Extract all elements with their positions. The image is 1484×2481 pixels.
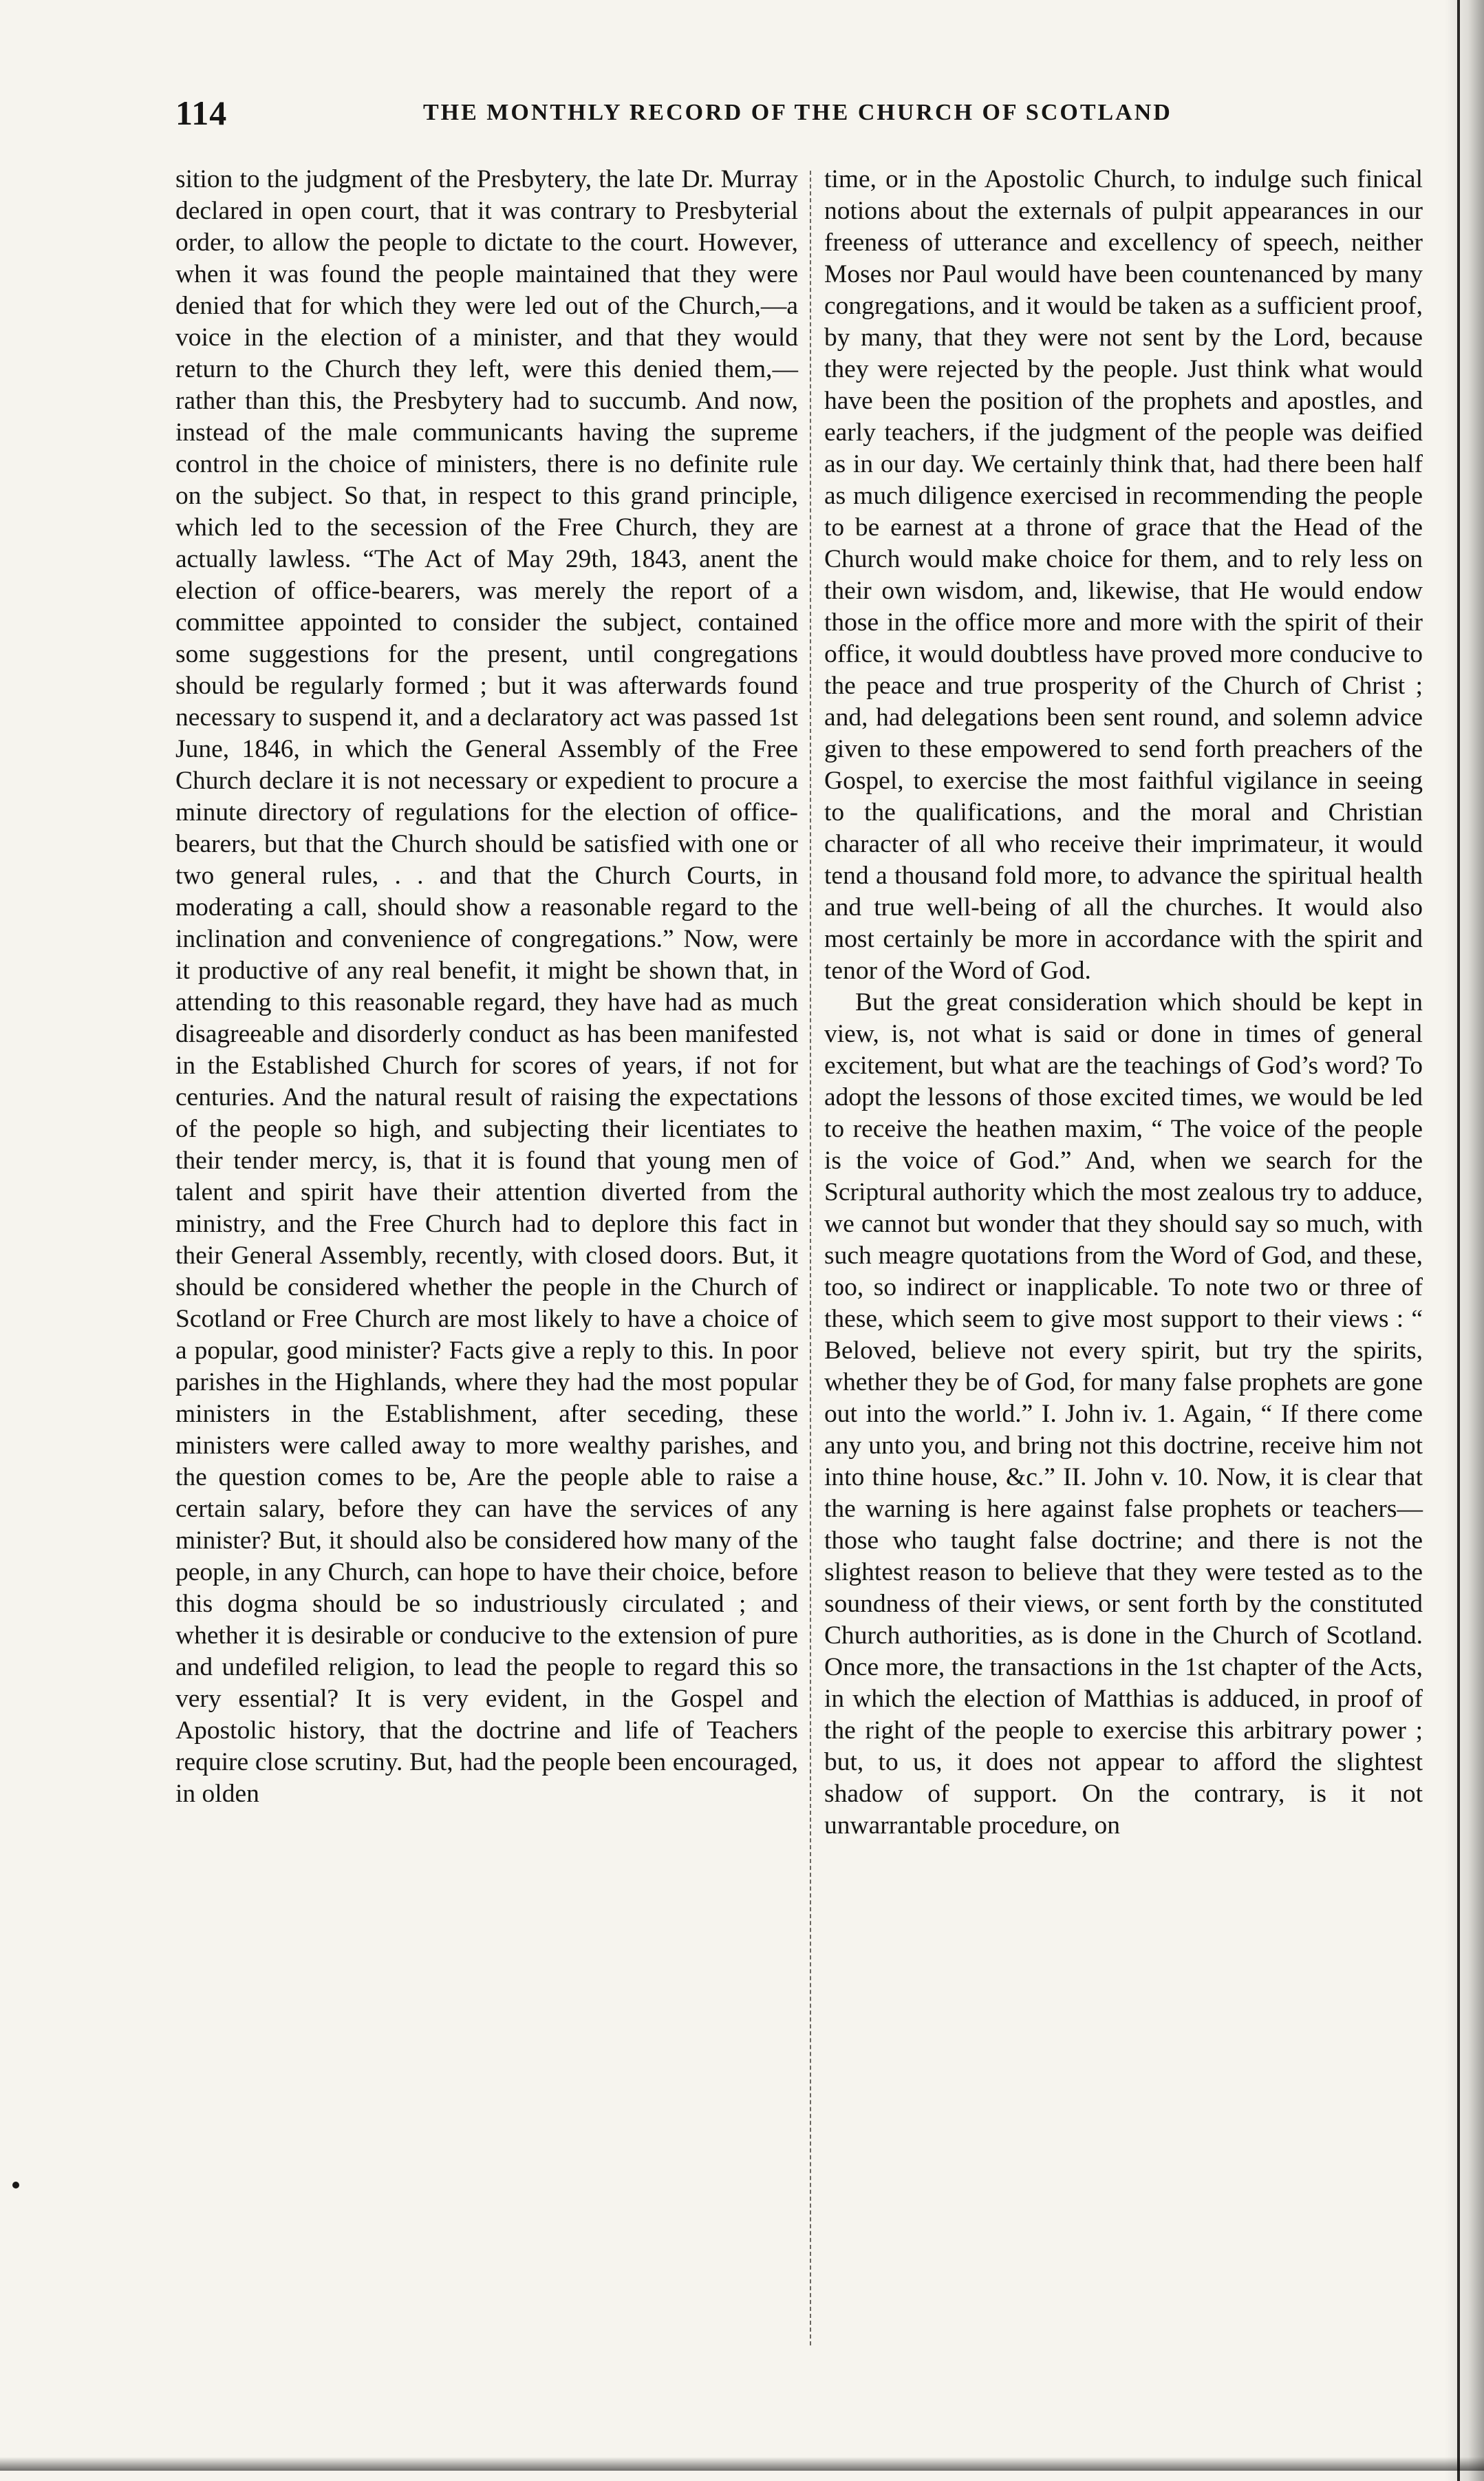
right-paragraph-2: But the great consideration which should be kept in view, is, not what is said or done in times of general excitement, but what are the teachings of God’s word? To adopt the lessons of those excited times, we would be led to receive the heathen maxim, “ The voice of the people is the voice of God.” And, when we search for the Scriptural authority which the most zealous try to adduce, we cannot but wonder that they should say so much, with such meagre quotations from the Word of God, and these, too, so indirect or inapplicable. To note two or three of these, which seem to give most support to their views : “ Beloved, believe not every spirit, but try the spirits, whether they be of God, for many false prophets are gone out into the world.” I. John iv. 1. Again, “ If there come any unto you, and bring not this doctrine, receive him not into thine house, &c.” II. John v. 10. Now, it is clear that the warning is here against false prophets or teachers—those who taught false doctrine; and there is not the slightest reason to believe that they were tested as to the soundness of their views, or sent forth by the constituted Church authorities, as is done in the Church of Scotland. Once more, the transactions in the 1st chapter of the Acts, in which the election of Matthias is adduced, in proof of the right of the people to exercise this arbitrary power ; but, to us, it does not appear to afford the slightest shadow of support. On the contrary, is it not unwarrantable procedure, on — [824, 988, 1423, 1840]
margin-ink-mark — [12, 2182, 19, 2189]
page-number: 114 — [175, 94, 228, 132]
column-divider — [810, 171, 811, 2345]
page-header — [175, 93, 1414, 134]
page-edge-shadow — [1445, 0, 1484, 2481]
scan-bottom-edge — [0, 2457, 1484, 2471]
left-column — [175, 164, 798, 2352]
running-title: THE MONTHLY RECORD OF THE CHURCH OF SCOTLAND — [423, 100, 1172, 125]
left-paragraph-1: sition to the judgment of the Presbytery, the late Dr. Murray declared in open court, that it was contrary to Presbyterial order, to allow the people to dictate to the court. However, when it was found the people maintained that they were denied that for which they were led out of the Church,—a voice in the election of a minister, and that they would return to the Church they left, were this denied them,—rather than this, the Presbytery had to succumb. And now, instead of the male communicants having the supreme control in the choice of ministers, there is no definite rule on the subject. So that, in respect to this grand principle, which led to the secession of the Free Church, they are actually lawless. “The Act of May 29th, 1843, anent the election of office-bearers, was merely the report of a committee appointed to consider the subject, contained some suggestions for the present, until congregations should be regularly formed ; but it was afterwards found necessary to suspend it, and a declaratory act was passed 1st June, 1846, in which the General Assembly of the Free Church declare it is not necessary or expedient to procure a minute directory of regulations for the election of office-bearers, but that the Church should be satisfied with one or two general rules, . . and that the Church Courts, in moderating a call, should show a reasonable regard to the inclination and convenience of congregations.” Now, were it productive of any real benefit, it might be shown that, in attending to this reasonable regard, they have had as much disagreeable and disorderly conduct as has been manifested in the Established Church for scores of years, if not for centuries. And the natural result of raising the expectations of the people so high, and subjecting their licentiates to their tender mercy, is, that it is found that young men of talent and spirit have their attention diverted from the ministry, and the Free Church had to deplore this fact in their General Assembly, recently, with closed doors. But, it should be considered whether the people in the Church of Scotland or Free Church are most likely to have a choice of a popular, good minister? Facts give a reply to this. In poor parishes in the Highlands, where they had the most popular ministers in the Establishment, after seceding, these ministers were called away to more wealthy parishes, and the question comes to be, Are the people able to raise a certain salary, before they can have the services of any minister? But, it should also be considered how many of the people, in any Church, can hope to have their choice, before this dogma should be so industriously circulated ; and whether it is desirable or conducive to the extension of pure and undefiled religion, to lead the people to regard this so very essential? It is very evident, in the Gospel and Apostolic history, that the doctrine and life of Teachers require close scrutiny. But, had the people been encouraged, in olden — [175, 165, 798, 1808]
page-edge-line — [1457, 0, 1460, 2481]
right-column — [824, 164, 1423, 2352]
right-paragraph-1: time, or in the Apostolic Church, to indulge such finical notions about the externals of pulpit appearances in our freeness of utterance and excellency of speech, neither Moses nor Paul would have been countenanced by many congregations, and it would be taken as a sufficient proof, by many, that they were not sent by the Lord, because they were rejected by the people. Just think what would have been the position of the prophets and apostles, and early teachers, if the judgment of the people was deified as in our day. We certainly think that, had there been half as much diligence exercised in recommending the people to be earnest at a throne of grace that the Head of the Church would make choice for them, and to rely less on their own wisdom, and, likewise, that He would endow those in the office more and more with the spirit of their office, it would doubtless have proved more conducive to the peace and true prosperity of the Church of Christ ; and, had delegations been sent round, and solemn advice given to these empowered to send forth preachers of the Gospel, to exercise the most faithful vigilance in seeing to the qualifications, and the moral and Christian character of all who receive their imprimateur, it would tend a thousand fold more, to advance the spiritual health and true well-being of all the churches. It would also most certainly be more in accordance with the spirit and tenor of the Word of God. — [824, 165, 1423, 985]
